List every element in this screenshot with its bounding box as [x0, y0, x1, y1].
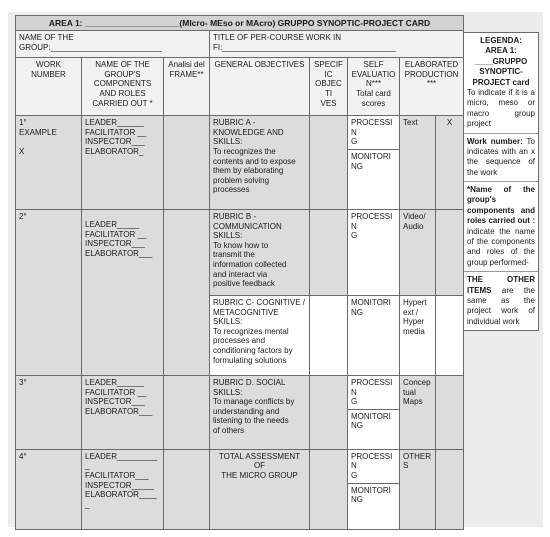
row-4-eval-processing: PROCESSIN G — [348, 449, 400, 483]
row-1-mark: X — [436, 116, 464, 210]
legend-panel — [463, 32, 539, 331]
row-4-analisi — [164, 449, 210, 529]
row-4-specific — [310, 449, 348, 529]
header-specific-objectives: SPECIFIC OBJECTI VES — [310, 58, 348, 116]
synoptic-project-card — [15, 15, 464, 530]
row-2-mark-c — [436, 295, 464, 375]
row-4-mark — [436, 449, 464, 529]
header-components: NAME OF THE GROUP'S COMPONENTS AND ROLES CARRIED OUT * — [82, 58, 164, 116]
legend-components-label: *Name of the group's components and roles carried out : — [467, 185, 535, 226]
legend-work-number — [464, 134, 538, 183]
row-2-production-b: Video/ Audio — [400, 209, 436, 295]
row-3-objective: RUBRIC D. SOCIAL SKILLS: To manage conflicts by understanding and listening to the needs of others — [210, 375, 310, 449]
row-2-specific-b — [310, 209, 348, 295]
legend-heading: LEGENDA: AREA 1: ____GRUPPO SYNOPTIC- PROJECT card — [472, 36, 530, 87]
row-4-production: OTHER S — [400, 449, 436, 529]
legend-components — [464, 182, 538, 272]
row-1-eval-monitoring: MONITORI NG — [348, 149, 400, 209]
row-1-roles: LEADER______ FACILITATOR __ INSPECTOR___ ELABORATOR_ — [82, 116, 164, 210]
row-2-eval-b: PROCESSIN G — [348, 209, 400, 295]
row-3-number: 3° — [16, 375, 82, 449]
header-self-evaluation: SELF EVALUATIO N*** Total card scores — [348, 58, 400, 116]
row-2-number: 2° — [16, 209, 82, 375]
row-3-production: Concep tual Maps — [400, 375, 436, 449]
header-work-number: WORK NUMBER — [16, 58, 82, 116]
legend-heading-text: To indicate if it is a micro, meso or macro group project — [467, 87, 535, 129]
legend-other-items — [464, 272, 538, 330]
row-3-roles: LEADER______ FACILITATOR __ INSPECTOR___ ELABORATOR___ — [82, 375, 164, 449]
group-name-field: NAME OF THE GROUP:_________________________ — [16, 31, 210, 58]
row-4-number: 4° — [16, 449, 82, 529]
header-elaborated-production: ELABORATED PRODUCTION *** — [400, 58, 464, 116]
row-1-number: 1° EXAMPLE X — [16, 116, 82, 210]
row-3-eval-processing: PROCESSIN G — [348, 375, 400, 409]
row-2-mark-b — [436, 209, 464, 295]
row-2-specific-c — [310, 295, 348, 375]
row-3-mark — [436, 375, 464, 449]
legend-work-number-label: Work number: — [467, 136, 523, 146]
work-title-field: TITLE OF PER-COURSE WORK IN FI:_______________________________________ — [210, 31, 464, 58]
row-4-roles: LEADER__________ FACILITATOR___ INSPECTOR_____ ELABORATOR_____ — [82, 449, 164, 529]
legend-work-number-text: To indicates with an x the sequence of the work — [467, 136, 536, 177]
row-2-eval-c: MONITORI NG — [348, 295, 400, 375]
legend-components-text: indicate the name of the components and roles of the group performed- — [467, 226, 535, 267]
row-1-analisi — [164, 116, 210, 210]
legend-other-label: THE OTHER ITEMS — [467, 275, 535, 295]
row-1-objective: RUBRIC A - KNOWLEDGE AND SKILLS: To recognizes the contents and to expose them by elaborating problem solving processes — [210, 116, 310, 210]
header-analisi: Analisi del FRAME** — [164, 58, 210, 116]
row-2-roles: LEADER_____ FACILITATOR __ INSPECTOR___ ELABORATOR___ — [82, 209, 164, 375]
row-2-objective-c: RUBRIC C- COGNITIVE / METACOGNITIVE SKILLS: To recognizes mental processes and conditioning factors by formulating solutions — [210, 295, 310, 375]
row-3-eval-monitoring: MONITORI NG — [348, 409, 400, 449]
header-objectives: GENERAL OBJECTIVES — [210, 58, 310, 116]
row-3-analisi — [164, 375, 210, 449]
row-2-analisi — [164, 209, 210, 375]
card-title: AREA 1: ____________________(MIcro- MEso or MAcro) GRUPPO SYNOPTIC-PROJECT CARD — [16, 16, 464, 31]
row-4-objective: TOTAL ASSESSMENT OF THE MICRO GROUP — [210, 449, 310, 529]
row-2-objective-b: RUBRIC B - COMMUNICATION SKILLS: To know how to transmit the information collected and interact via positive feedback — [210, 209, 310, 295]
row-4-eval-monitoring: MONITORI NG — [348, 483, 400, 529]
row-2-production-c: Hypert ext / Hyper media — [400, 295, 436, 375]
row-1-production: Text — [400, 116, 436, 210]
legend-other-text: are the same as the project work of individual work — [467, 285, 535, 326]
row-1-specific — [310, 116, 348, 210]
row-3-specific — [310, 375, 348, 449]
row-1-eval-processing: PROCESSIN G — [348, 116, 400, 150]
